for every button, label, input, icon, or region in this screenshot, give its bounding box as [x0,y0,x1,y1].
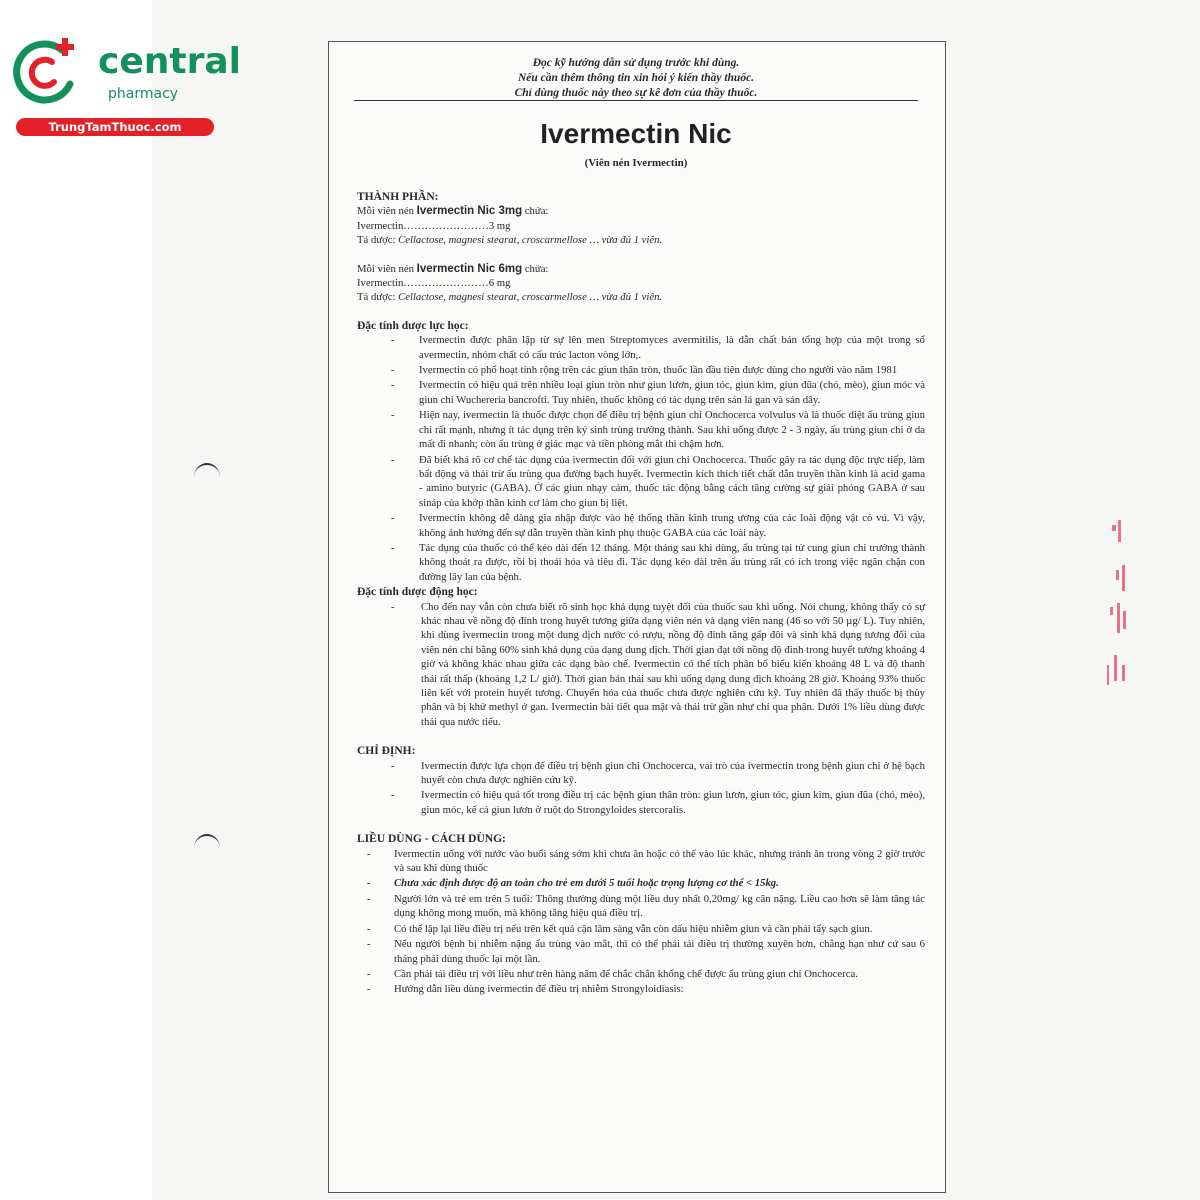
excipients [357,233,925,247]
indications-heading: CHỈ ĐỊNH: [357,745,416,758]
list-item: - Ivermectin uống với nước vào buổi sáng sớm khi chưa ăn hoặc có thể vào lúc khác, nhưng tránh ăn trong vòng 2 giờ trước và sau khi dùng thuốc [357,847,925,876]
product-name: Ivermectin Nic 6mg [416,262,523,275]
list-item: - Người lớn và trẻ em trên 5 tuổi: Thông thường dùng một liều duy nhất 0,20mg/ kg cân nặng. Liều cao hơn sẽ làm tăng tác dụng không mong muốn, mà không tăng hiệu quả điều trị. [357,892,925,921]
excipients-value: Cellactose, magnesi stearat, croscarmellose … vừa đủ 1 viên. [398,234,663,247]
list-item: - Ivermectin được phân lập từ sự lên men Streptomyces avermitilis, là dẫn chất bán tổng hợp của một trong số avermectin, nhóm chất có cấu trúc lacton vòng lớn,. [357,333,925,362]
indications-list [357,759,925,818]
excipients-value: Cellactose, magnesi stearat, croscarmellose … vừa đủ 1 viên. [398,291,663,304]
approval-stamp-icon [1098,515,1138,695]
list-item: - Cần phải tái điều trị với liều như trên hàng năm để chắc chắn khống chế được ấu trùng giun chỉ Onchocerca. [357,967,925,981]
composition-post: chứa: [522,205,549,218]
composition-post: chứa: [522,262,549,275]
list-item: - Ivermectin được lựa chọn để điều trị bệnh giun chỉ Onchocerca, vai trò của ivermectin trong bệnh giun chỉ ở hệ bạch huyết còn chưa được nghiên cứu kỹ. [357,759,925,788]
composition-block-6mg [357,262,925,276]
pharmacodynamics-heading: Đặc tính dược lực học: [357,319,469,332]
pharmacokinetics-heading: Đặc tính dược động học: [357,586,478,599]
brand-name: central [98,41,241,82]
list-item-warning: - Chưa xác định được độ an toàn cho trẻ em dưới 5 tuổi hoặc trọng lượng cơ thể < 15kg. [357,876,925,890]
dosage-heading: LIỀU DÙNG - CÁCH DÙNG: [357,833,506,846]
warning-header [354,56,918,101]
product-name: Ivermectin Nic 3mg [416,205,523,218]
pharmacokinetics-list [357,600,925,730]
composition-heading: THÀNH PHẦN: [357,191,439,203]
brand-subtitle: pharmacy [108,86,179,102]
binder-hole-icon [194,463,220,491]
excipients-label: Tá dược: [357,234,399,247]
list-item: - Nếu người bệnh bị nhiễm nặng ấu trùng vào mắt, thì có thể phải tái điều trị thường xuyên hơn, chẳng hạn như cứ sau 6 tháng phải dùng thuốc lại một lần. [357,937,925,966]
composition-pre: Mỗi viên nén [357,262,417,275]
pharmacodynamics-list [357,333,925,584]
warning-line: Chỉ dùng thuốc này theo sự kê đơn của thầy thuốc. [514,87,758,99]
list-item: - Đã biết khá rõ cơ chế tác dụng của ivermectin đối với giun chỉ Onchocerca. Thuốc gây ra tác dụng độc trực tiếp, làm bất động và thải trừ ấu trùng qua đường bạch huyết. Ivermectin kích thích tiết chất dẫn truyền thần kinh là acid gama - amino butyric (GABA). Ở các giun nhạy cảm, thuốc tác động bằng cách tăng cường sự giải phóng GABA ở sau sináp của khớp thần kinh cơ làm cho giun bị liệt. [357,453,925,511]
list-item: - Tác dụng của thuốc có thể kéo dài đến 12 tháng. Một tháng sau khi dùng, ấu trùng tại tử cung giun chỉ trưởng thành không thoát ra được, rồi bị thoái hóa và tiêu đi. Tác dụng kéo dài trên ấu trùng rất có ích trong việc ngăn chặn con đường lây lan của bệnh. [357,541,925,584]
list-item: - Cho đến nay vẫn còn chưa biết rõ sinh học khả dụng tuyệt đối của thuốc sau khi uống. Nói chung, không thấy có sự khác nhau về nồng độ đỉnh trong huyết tương giữa dạng viên nén và dạng viên nang (46 so với 50 µg/ L). Tuy nhiên, khi dùng ivermectin trong một dung dịch nước có rượu, nồng độ đỉnh tăng gấp đôi và sinh khả dụng tương đối của viên nén chỉ bằng 60% sinh khả dụng của dạng dung dịch. Thời gian đạt tới nồng độ đỉnh trong huyết tương khoảng 4 giờ và không khác nhau giữa các dạng bào chế. Ivermectin có thể tích phân bố biểu kiến khoảng 48 L và độ thanh thải rất thấp (khoảng 1,2 L/ giờ). Thời gian bán thải sau khi uống dạng dung dịch khoảng 28 giờ. Khoảng 93% thuốc liên kết với protein huyết tương. Chuyển hóa của thuốc chưa được nghiên cứu kỹ. Tuy nhiên đã thấy thuốc bị thủy phân và bị khử methyl ở gan. Ivermectin bài tiết qua mật và thải trừ gần như chỉ qua phân. Dưới 1% liều dùng được thải qua nước tiểu. [357,600,925,730]
binder-hole-icon [194,834,220,862]
list-item: - Ivermectin có hiệu quả tốt trong điều trị các bệnh giun thân tròn: giun lươn, giun tóc, giun kim, giun đũa (chó, mèo), giun móc, kể cả giun lươn ở ruột do Strongyloides stercoralis. [357,788,925,817]
active-ingredient: Ivermectin……………………6 mg [357,277,511,290]
excipients [357,290,925,304]
list-item: - Hướng dẫn liều dùng ivermectin để điều trị nhiễm Strongyloidiasis: [357,982,925,996]
excipients-label: Tá dược: [357,291,399,304]
warning-line: Nếu cần thêm thông tin xin hỏi ý kiến thầy thuốc. [517,72,755,84]
page-title: Ivermectin Nic [540,118,732,149]
active-ingredient: Ivermectin……………………3 mg [357,219,511,232]
dosage-list [357,847,925,997]
list-item: - Ivermectin có phổ hoạt tính rộng trên các giun thân tròn, thuốc lần đầu tiên được dùng cho người vào năm 1981 [357,363,925,377]
brand-url-badge[interactable]: TrungTamThuoc.com [16,118,214,136]
composition-block-3mg [357,204,925,218]
leaflet-content [357,190,925,998]
list-item: - Có thể lặp lại liều điều trị nếu trên kết quả cận lâm sàng vẫn còn dấu hiệu nhiễm giun và cần phải tẩy sạch giun. [357,922,925,936]
warning-line: Đọc kỹ hướng dẫn sử dụng trước khi dùng. [532,57,740,69]
list-item: - Ivermectin không dễ dàng gia nhập được vào hệ thống thần kinh trung ương của các loài động vật có vú. Vì vậy, không ảnh hưởng đến sự dẫn truyền thần kinh phụ thuộc GABA của các loài này. [357,511,925,540]
central-pharmacy-logo-icon [10,36,82,108]
list-item: - Hiện nay, ivermectin là thuốc được chọn để điều trị bệnh giun chỉ Onchocerca volvulus và là thuốc diệt ấu trùng giun chỉ rất mạnh, nhưng ít tác dụng trên ký sinh trùng trưởng thành. Sau khi uống được 2 - 3 ngày, ấu trùng giun chỉ ở da mất đi nhanh; còn ấu trùng ở giác mạc và tiền phòng mắt thì chậm hơn. [357,408,925,451]
page-subtitle: (Viên nén Ivermectin) [584,157,688,169]
brand-logo-block[interactable] [10,36,241,136]
list-item: - Ivermectin có hiệu quả trên nhiều loại giun tròn như giun lươn, giun tóc, giun kim, giun đũa (chó, mèo), giun móc và giun chỉ Wuchereria bancrofti. Tuy nhiên, thuốc không có tác dụng trên sán lá gan và sán dây. [357,378,925,407]
composition-pre: Mỗi viên nén [357,205,417,218]
header-divider [354,100,918,101]
